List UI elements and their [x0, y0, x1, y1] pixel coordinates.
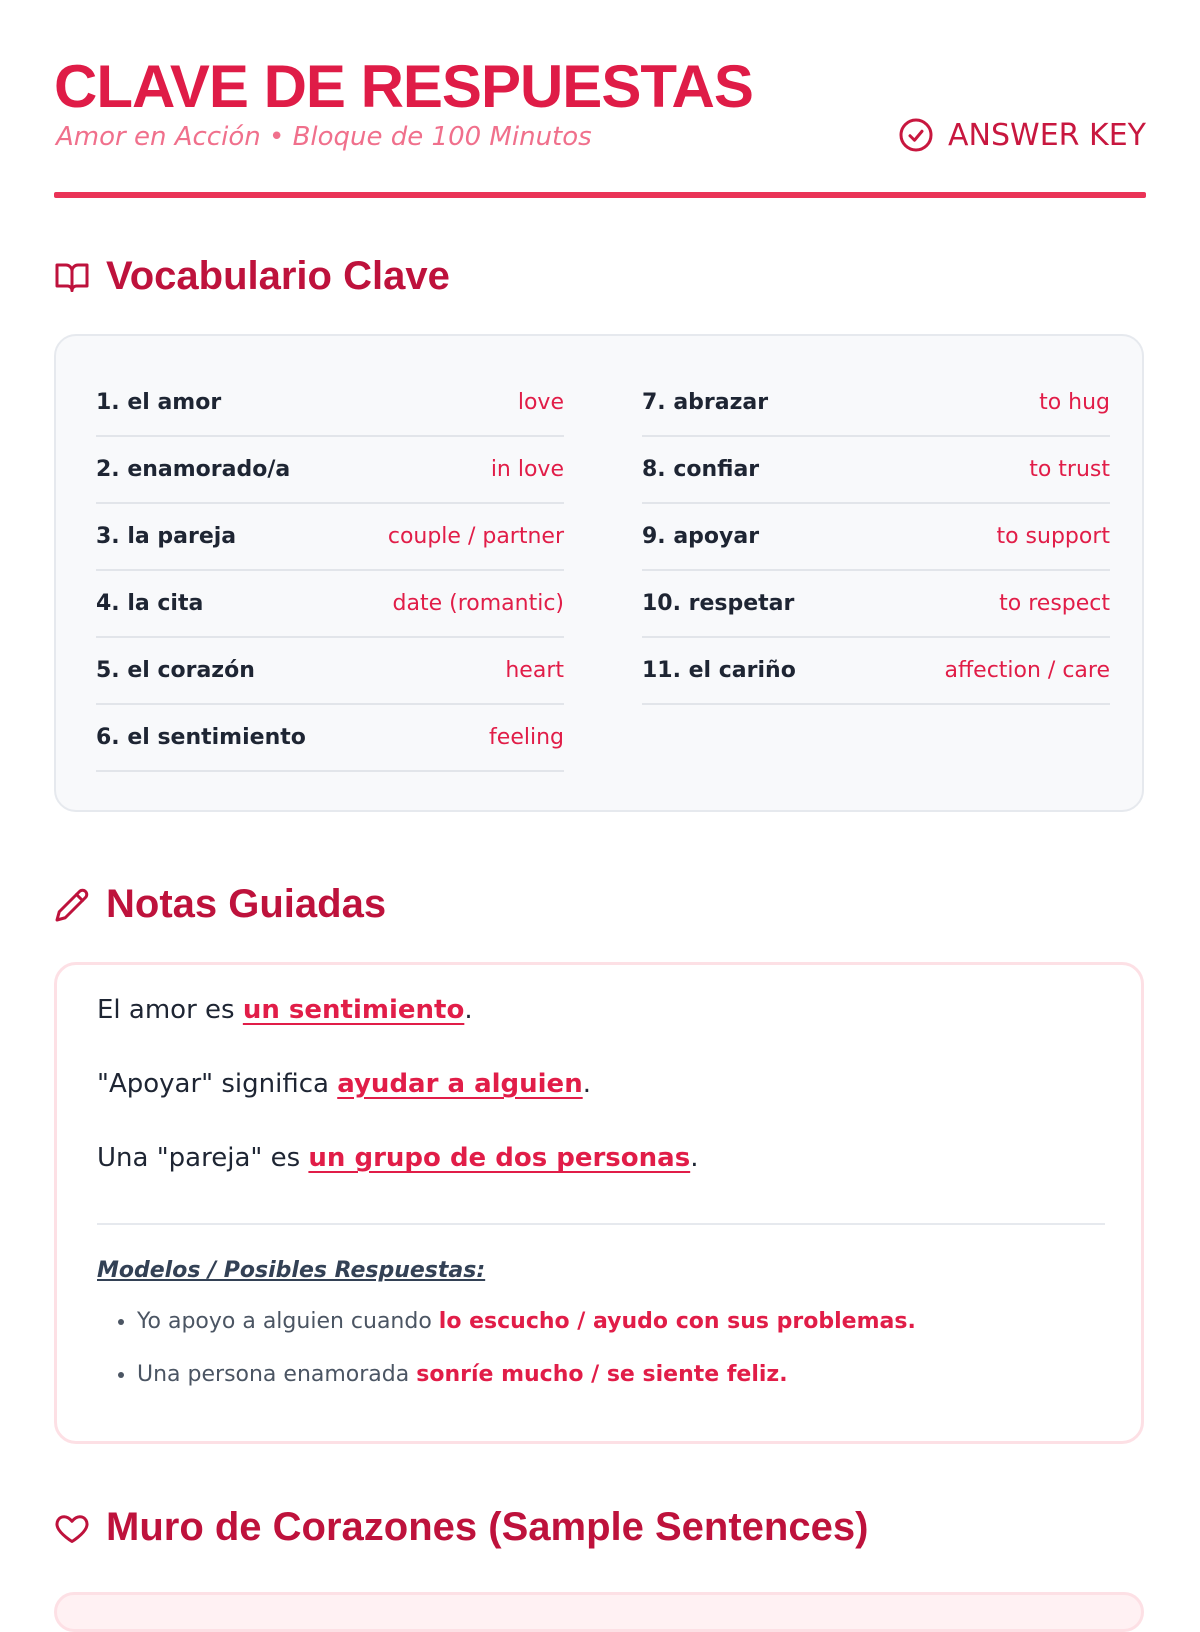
- model-answer: lo escucho / ayudo con sus problemas.: [438, 1309, 916, 1334]
- note-prefix: El amor es: [97, 995, 243, 1025]
- vocab-definition: heart: [505, 658, 564, 683]
- vocab-row: [642, 571, 1110, 638]
- note-answer: un sentimiento: [242, 995, 465, 1025]
- notes-title: Notas Guiadas: [106, 882, 387, 926]
- vocab-definition: to hug: [1039, 390, 1110, 415]
- notes-card: [54, 962, 1144, 1444]
- note-answer: un grupo de dos personas: [308, 1143, 691, 1173]
- note-suffix: .: [582, 1069, 591, 1099]
- wall-title: Muro de Corazones (Sample Sentences): [106, 1505, 869, 1549]
- answer-key-label: ANSWER KEY: [948, 117, 1146, 153]
- vocab-definition: date (romantic): [392, 591, 564, 616]
- vocab-row: [96, 571, 564, 638]
- model-item: [137, 1348, 916, 1401]
- vocab-definition: to respect: [999, 591, 1110, 616]
- vocab-definition: feeling: [489, 725, 564, 750]
- note-prefix: Una "pareja" es: [97, 1143, 309, 1173]
- wall-card: [54, 1592, 1144, 1632]
- notes-divider: [97, 1223, 1105, 1225]
- page-title: CLAVE DE RESPUESTAS: [54, 53, 753, 120]
- models-title: Modelos / Posibles Respuestas:: [97, 1258, 486, 1283]
- vocab-term: 8. confiar: [642, 457, 760, 482]
- vocabulary-left-column: [96, 370, 564, 772]
- vocab-definition: to support: [996, 524, 1110, 549]
- header-divider: [54, 192, 1146, 198]
- open-book-icon: [54, 259, 90, 295]
- vocab-row: [642, 504, 1110, 571]
- vocab-term: 1. el amor: [96, 390, 222, 415]
- vocab-term: 5. el corazón: [96, 658, 255, 683]
- vocab-row: [96, 437, 564, 504]
- vocab-row: [642, 638, 1110, 705]
- vocab-row: [96, 370, 564, 437]
- models-list: [97, 1295, 916, 1401]
- vocab-term: 2. enamorado/a: [96, 457, 291, 482]
- vocab-term: 6. el sentimiento: [96, 725, 306, 750]
- vocab-definition: couple / partner: [387, 524, 564, 549]
- model-answer: sonríe mucho / se siente feliz.: [416, 1362, 788, 1387]
- vocab-term: 10. respetar: [642, 591, 795, 616]
- vocab-definition: in love: [490, 457, 564, 482]
- vocab-row: [642, 437, 1110, 504]
- check-circle-icon: [898, 117, 934, 153]
- heart-icon: [54, 1510, 90, 1546]
- vocab-term: 3. la pareja: [96, 524, 237, 549]
- vocab-term: 11. el cariño: [642, 658, 796, 683]
- vocabulary-card: [54, 334, 1144, 812]
- vocabulary-right-column: [642, 370, 1110, 705]
- note-answer: ayudar a alguien: [337, 1069, 583, 1099]
- note-suffix: .: [464, 995, 473, 1025]
- note-prefix: "Apoyar" significa: [97, 1069, 338, 1099]
- page-header: [54, 50, 1146, 200]
- vocab-term: 9. apoyar: [642, 524, 760, 549]
- wall-heading: [54, 1505, 868, 1550]
- vocab-term: 7. abrazar: [642, 390, 769, 415]
- page-subtitle: Amor en Acción • Bloque de 100 Minutos: [56, 122, 592, 152]
- vocab-row: [96, 504, 564, 571]
- vocab-definition: love: [517, 390, 564, 415]
- model-prefix: Yo apoyo a alguien cuando: [137, 1309, 439, 1334]
- answer-key-badge: [898, 115, 1146, 155]
- notes-heading: [54, 882, 386, 927]
- vocabulary-heading: [54, 254, 450, 299]
- vocab-definition: to trust: [1029, 457, 1110, 482]
- note-sentence: [97, 995, 473, 1025]
- model-item: [137, 1295, 916, 1348]
- note-sentence: [97, 1069, 591, 1099]
- note-suffix: .: [690, 1143, 699, 1173]
- vocab-row: [642, 370, 1110, 437]
- vocab-term: 4. la cita: [96, 591, 204, 616]
- note-sentence: [97, 1143, 698, 1173]
- model-prefix: Una persona enamorada: [137, 1362, 417, 1387]
- vocab-definition: affection / care: [944, 658, 1110, 683]
- vocab-row: [96, 638, 564, 705]
- pencil-icon: [54, 887, 90, 923]
- vocab-row: [96, 705, 564, 772]
- vocabulary-title: Vocabulario Clave: [106, 254, 450, 298]
